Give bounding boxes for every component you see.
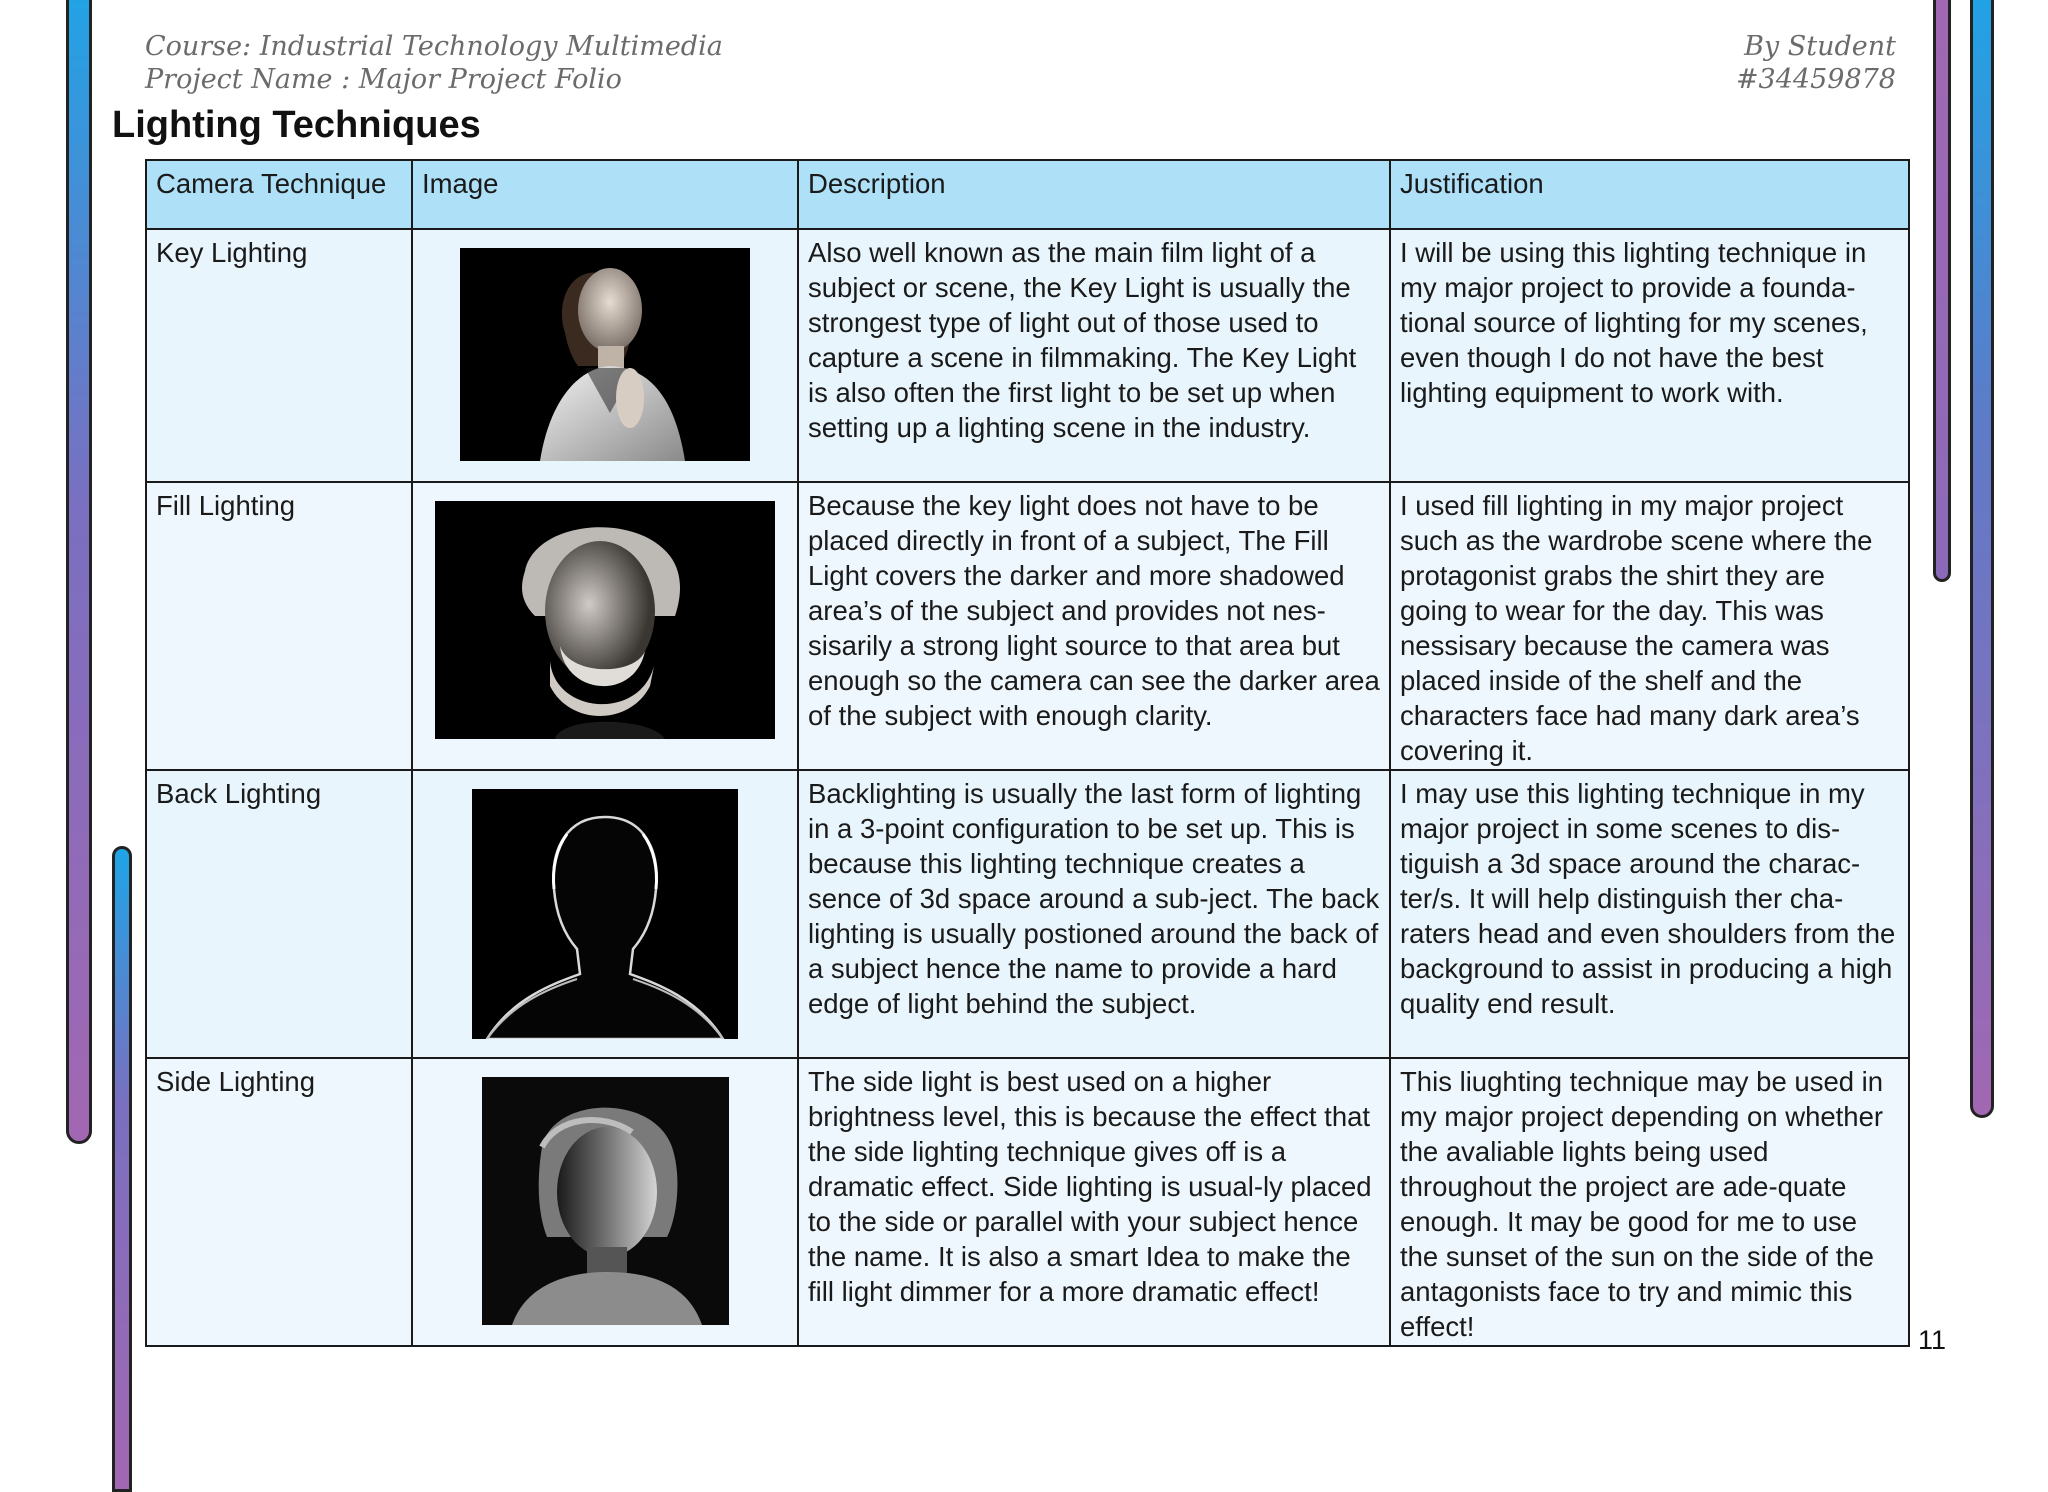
header-left [145,30,723,96]
column-header: Camera Technique [146,160,412,229]
author-label: By Student [1744,31,1896,62]
description-cell: Because the key light does not have to be placed directly in front of a subject, The Fill Light covers the darker and more shadowed area’s of the subject and provides not nes-sisarily a strong light source to that area but enough so the camera can see the darker area of the subject with enough clarity. [798,482,1390,770]
justification-cell: I will be using this lighting technique in my major project to provide a founda-tional source of lighting for my scenes, even though I do not have the best lighting equipment to work with. [1390,229,1909,482]
table-header-row [146,160,1909,229]
description-cell: Also well known as the main film light of a subject or scene, the Key Light is usually the strongest type of light out of those used to capture a scene in filmmaking. The Key Light is also often the first light to be set up when setting up a lighting scene in the industry. [798,229,1390,482]
table-row [146,770,1909,1058]
justification-cell: This liughting technique may be used in my major project depending on whether the avaliable lights being used throughout the project are ade-quate enough. It may be good for me to use the sunset of the sun on the side of the antagonists face to try and mimic this effect! [1390,1058,1909,1346]
page-title: Lighting Techniques [112,104,481,146]
back-lighting-silhouette-photo [472,789,738,1039]
technique-cell: Side Lighting [146,1058,412,1346]
image-cell [412,770,798,1058]
technique-cell: Key Lighting [146,229,412,482]
column-header: Justification [1390,160,1909,229]
decorative-bar-top-right-outer [1970,0,1994,1118]
key-lighting-portrait-photo [460,248,750,461]
description-cell: Backlighting is usually the last form of lighting in a 3-point configuration to be set up. This is because this lighting technique creates a sence of 3d space around a sub-ject. The back lighting is usually postioned around the back of a subject hence the name to provide a hard edge of light behind the subject. [798,770,1390,1058]
decorative-bar-top-right-inner [1933,0,1951,582]
image-cell [412,1058,798,1346]
description-cell: The side light is best used on a higher brightness level, this is because the effect that the side lighting technique gives off is a dramatic effect. Side lighting is usual-ly placed to the side or parallel with your subject hence the name. It is also a smart Idea to make the fill light dimmer for a more dramatic effect! [798,1058,1390,1346]
image-cell [412,229,798,482]
table-row [146,1058,1909,1346]
column-header: Image [412,160,798,229]
table-row [146,482,1909,770]
technique-cell: Back Lighting [146,770,412,1058]
technique-cell: Fill Lighting [146,482,412,770]
student-id: #34459878 [1735,64,1896,95]
column-header: Description [798,160,1390,229]
header-right [1736,30,1896,96]
page-number: 11 [1918,1325,1947,1355]
table-row [146,229,1909,482]
lighting-techniques-table [145,159,1910,1347]
side-lighting-portrait-photo [482,1077,729,1325]
image-cell [412,482,798,770]
decorative-bar-bottom-left [112,846,132,1492]
decorative-bar-top-left [66,0,92,1144]
justification-cell: I may use this lighting technique in my major project in some scenes to dis-tiguish a 3d space around the charac-ter/s. It will help distinguish ther cha-raters head and even shoulders from the background to assist in producing a high quality end result. [1390,770,1909,1058]
fill-lighting-portrait-photo [435,501,775,739]
course-label: Course: Industrial Technology Multimedia [145,31,723,62]
project-label: Project Name : Major Project Folio [145,64,622,95]
justification-cell: I used fill lighting in my major project such as the wardrobe scene where the protagonist grabs the shirt they are going to wear for the day. This was nessisary because the camera was placed inside of the shelf and the characters face had many dark area’s covering it. [1390,482,1909,770]
